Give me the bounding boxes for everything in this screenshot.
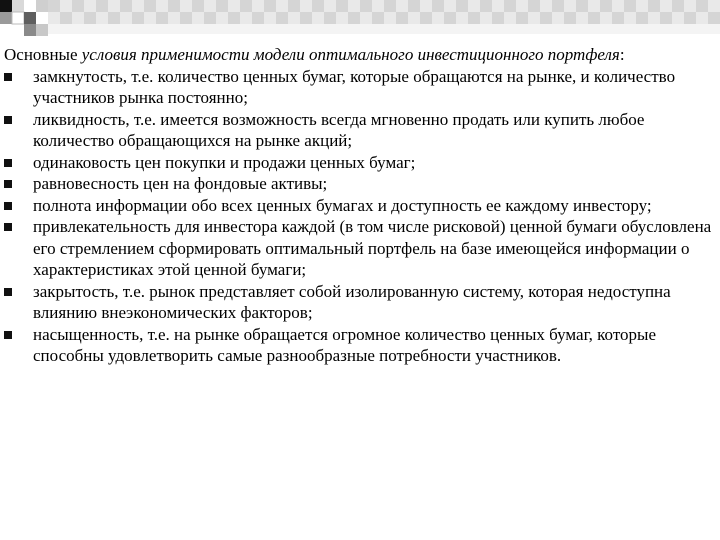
square-bullet-icon	[4, 331, 12, 339]
slide-intro	[4, 44, 714, 66]
intro-italic-text: условия применимости модели оптимального инвестиционного портфеля	[81, 45, 620, 64]
list-item-text: насыщенность, т.е. на рынке обращается огромное количество ценных бумаг, которые способны удовлетворить самые разнообразные потребности участников.	[33, 324, 656, 365]
deco-square-light	[12, 0, 24, 12]
intro-plain-text: Основные	[4, 45, 82, 64]
square-bullet-icon	[4, 202, 12, 210]
slide-body	[4, 44, 714, 367]
deco-square-light-3	[36, 24, 48, 36]
square-bullet-icon	[4, 288, 12, 296]
list-item	[4, 152, 714, 174]
list-item	[4, 324, 714, 367]
deco-square-light-2	[36, 0, 48, 12]
list-item-text: полнота информации обо всех ценных бумагах и доступность ее каждому инвестору;	[33, 195, 652, 215]
deco-square-white	[12, 12, 24, 24]
list-item	[4, 173, 714, 195]
list-item	[4, 109, 714, 152]
deco-square-dark	[0, 0, 12, 12]
deco-checker-strip	[48, 0, 720, 34]
list-item-text: привлекательность для инвестора каждой (в том числе рисковой) ценной бумаги обусловлена его стремлением сформировать оптимальный портфель на базе имеющейся информации о характеристиках этой ценной бумаги;	[33, 217, 712, 279]
list-item	[4, 195, 714, 217]
square-bullet-icon	[4, 116, 12, 124]
header-checker-decoration	[0, 0, 720, 40]
list-item-text: равновесность цен на фондовые активы;	[33, 174, 328, 193]
list-item	[4, 216, 714, 281]
square-bullet-icon	[4, 180, 12, 188]
square-bullet-icon	[4, 223, 12, 231]
square-bullet-icon	[4, 159, 12, 167]
list-item	[4, 281, 714, 324]
list-item-text: ликвидность, т.е. имеется возможность всегда мгновенно продать или купить любое количество обращающихся на рынке акций;	[33, 109, 645, 150]
square-bullet-icon	[4, 73, 12, 81]
deco-square-gray	[0, 12, 12, 24]
list-item-text: закрытость, т.е. рынок представляет собой изолированную систему, которая недоступна влиянию внеэкономических факторов;	[33, 281, 671, 322]
deco-square-darkgray	[24, 12, 36, 24]
deco-square-mid	[24, 24, 36, 36]
list-item-text: одинаковость цен покупки и продажи ценных бумаг;	[33, 152, 416, 172]
conditions-list	[4, 66, 714, 367]
list-item	[4, 66, 714, 109]
list-item-text: замкнутость, т.е. количество ценных бумаг, которые обращаются на рынке, и количество участников рынка постоянно;	[33, 66, 676, 107]
intro-colon: :	[619, 45, 625, 64]
